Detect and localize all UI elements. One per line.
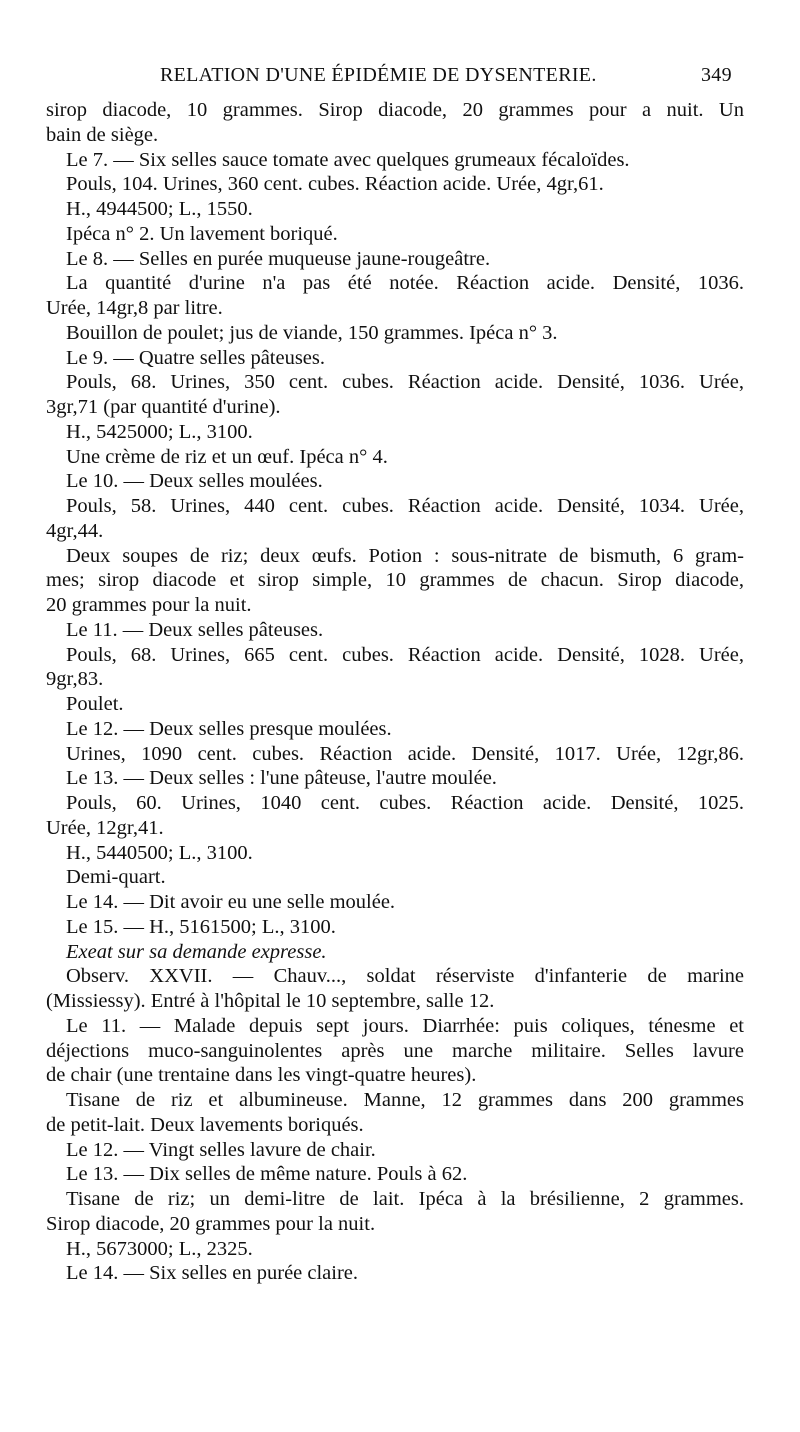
text-line: (Missiessy). Entré à l'hôpital le 10 septembre, salle 12. xyxy=(46,990,495,1012)
text-line: Le 9. — Quatre selles pâteuses. xyxy=(66,346,326,369)
text-line: 4gr,44. xyxy=(46,519,104,542)
text-line: Poulet. xyxy=(66,693,124,715)
text-line: Tisane de riz et albumineuse. Manne, 12 grammes dans 200 grammes xyxy=(66,1089,744,1111)
text-line: Exeat sur sa demande expresse. xyxy=(66,940,327,963)
text-line: Le 13. — Dix selles de même nature. Pouls à 62. xyxy=(66,1163,468,1186)
text-line: Le 14. — Dit avoir eu une selle moulée. xyxy=(66,891,396,913)
text-line: Deux soupes de riz; deux œufs. Potion : sous-nitrate de bismuth, 6 gram- xyxy=(66,544,744,567)
text-line: Le 15. — H., 5161500; L., 3100. xyxy=(66,915,336,938)
text-line: 20 grammes pour la nuit. xyxy=(46,594,252,616)
text-line: Le 14. — Six selles en purée claire. xyxy=(66,1262,359,1285)
text-line: Le 7. — Six selles sauce tomate avec quelques grumeaux fécaloïdes. xyxy=(66,148,630,171)
text-line: Bouillon de poulet; jus de viande, 150 grammes. Ipéca n° 3. xyxy=(66,321,558,344)
text-line: Le 8. — Selles en purée muqueuse jaune-rougeâtre. xyxy=(66,247,491,270)
text-line: Pouls, 60. Urines, 1040 cent. cubes. Réaction acide. Densité, 1025. xyxy=(66,792,744,814)
text-line: Pouls, 104. Urines, 360 cent. cubes. Réaction acide. Urée, 4gr,61. xyxy=(66,173,604,196)
text-line: Ipéca n° 2. Un lavement boriqué. xyxy=(66,222,338,245)
text-line: 3gr,71 (par quantité d'urine). xyxy=(46,396,281,418)
page-number: 349 xyxy=(701,64,732,86)
text-line: Urines, 1090 cent. cubes. Réaction acide. Densité, 1017. Urée, 12gr,86. xyxy=(66,742,744,765)
text-line: Le 12. — Vingt selles lavure de chair. xyxy=(66,1138,376,1161)
body-text xyxy=(46,98,744,1286)
text-line: Le 11. — Deux selles pâteuses. xyxy=(66,618,324,641)
text-line: Le 10. — Deux selles moulées. xyxy=(66,470,323,493)
text-line: de petit-lait. Deux lavements boriqués. xyxy=(46,1113,364,1136)
text-line: mes; sirop diacode et sirop simple, 10 grammes de chacun. Sirop diacode, xyxy=(46,569,744,592)
text-line: de chair (une trentaine dans les vingt-quatre heures). xyxy=(46,1064,477,1087)
text-line: Pouls, 68. Urines, 350 cent. cubes. Réaction acide. Densité, 1036. Urée, xyxy=(66,371,744,394)
text-line: bain de siège. xyxy=(46,123,159,146)
text-line: Le 11. — Malade depuis sept jours. Diarrhée: puis coliques, ténesme et xyxy=(66,1014,744,1037)
text-line: Le 13. — Deux selles : l'une pâteuse, l'autre moulée. xyxy=(66,767,497,790)
text-line: sirop diacode, 10 grammes. Sirop diacode, 20 grammes pour a nuit. Un xyxy=(46,99,744,121)
text-line: Pouls, 68. Urines, 665 cent. cubes. Réaction acide. Densité, 1028. Urée, xyxy=(66,643,744,666)
text-line: Urée, 14gr,8 par litre. xyxy=(46,297,223,319)
text-line: déjections muco-sanguinolentes après une marche militaire. Selles lavure xyxy=(46,1039,744,1062)
text-line: Sirop diacode, 20 grammes pour la nuit. xyxy=(46,1212,376,1235)
text-line: Demi-quart. xyxy=(66,866,166,889)
running-header xyxy=(0,62,800,92)
text-line: Urée, 12gr,41. xyxy=(46,816,164,839)
text-line: H., 4944500; L., 1550. xyxy=(66,198,253,220)
text-line: Une crème de riz et un œuf. Ipéca n° 4. xyxy=(66,445,388,468)
text-line: Le 12. — Deux selles presque moulées. xyxy=(66,717,392,740)
text-line: 9gr,83. xyxy=(46,668,104,691)
text-line: Pouls, 58. Urines, 440 cent. cubes. Réaction acide. Densité, 1034. Urée, xyxy=(66,495,744,517)
text-line: H., 5425000; L., 3100. xyxy=(66,420,253,443)
text-line: H., 5673000; L., 2325. xyxy=(66,1237,253,1260)
text-line: La quantité d'urine n'a pas été notée. Réaction acide. Densité, 1036. xyxy=(66,272,744,295)
running-title: RELATION D'UNE ÉPIDÉMIE DE DYSENTERIE. xyxy=(160,64,597,86)
observation-heading: Observ. XXVII. — Chauv..., soldat réserviste d'infanterie de marine xyxy=(66,965,744,988)
text-line: H., 5440500; L., 3100. xyxy=(66,841,253,864)
text-line: Tisane de riz; un demi-litre de lait. Ipéca à la brésilienne, 2 grammes. xyxy=(66,1188,744,1210)
